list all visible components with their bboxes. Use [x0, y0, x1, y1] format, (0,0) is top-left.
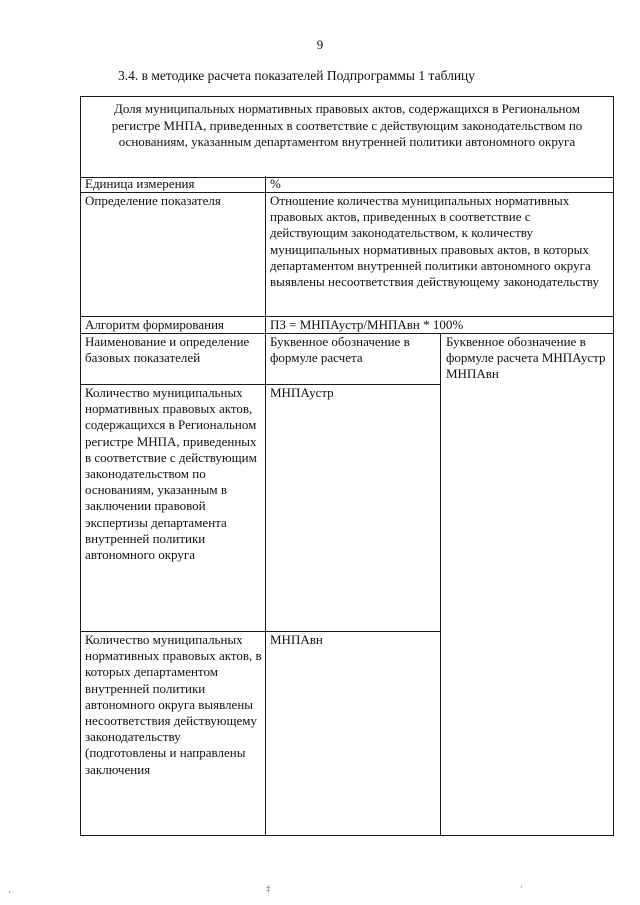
base-indicator-symbol-2: МНПАвн	[270, 632, 323, 647]
scan-mark-center: ‡	[266, 885, 271, 895]
unit-value: %	[270, 176, 281, 191]
column-divider	[265, 176, 266, 836]
symbol-column-notes: Буквенное обозначение в формуле расчета МНПАустр МНПАвн	[446, 334, 606, 382]
base-indicators-label: Наименование и определение базовых показателей	[85, 334, 250, 366]
definition-value: Отношение количества муниципальных нормативных правовых актов, приведенных в соответствие с действующим законодательством, к количеству муниципальных нормативных правовых актов, в которых департаментом внутренней политики автономного округа выявлены несоответствия действующему законодательству	[270, 193, 599, 290]
base-indicator-symbol-1: МНПАустр	[270, 385, 334, 400]
page-number: 9	[316, 37, 324, 52]
intro-text: 3.4. в методике расчета показателей Подпрограммы 1 таблицу	[118, 68, 476, 83]
scan-mark-right: ‘	[520, 885, 523, 895]
indicator-table	[80, 96, 614, 836]
algorithm-label: Алгоритм формирования	[85, 317, 225, 332]
base-indicator-name-1: Количество муниципальных нормативных правовых актов, содержащихся в Региональном регистре МНПА, приведенных в соответствие с действующим законодательством по основаниям, указанным в заключении правовой экспертизы департамента внутренней политики автономного округа	[85, 385, 257, 563]
base-indicator-name-2: Количество муниципальных нормативных правовых актов, в которых департаментом внутренней политики автономного округа выявлены несоответствия действующему законодательству (подготовлены и направлены заключения	[85, 632, 262, 777]
algorithm-value: ПЗ = МНПАустр/МНПАвн * 100%	[270, 317, 464, 332]
scan-mark-left: ,	[8, 885, 11, 895]
table-header: Доля муниципальных нормативных правовых актов, содержащихся в Региональном регистре МНПА, приведенных в соответствие с действующим законодательством по основаниям, указанным департаментом внутренней политики автономного округа	[111, 101, 583, 150]
column-divider	[440, 333, 441, 836]
symbol-column-header: Буквенное обозначение в формуле расчета	[270, 334, 410, 366]
unit-label: Единица измерения	[85, 176, 195, 191]
definition-label: Определение показателя	[85, 193, 221, 208]
